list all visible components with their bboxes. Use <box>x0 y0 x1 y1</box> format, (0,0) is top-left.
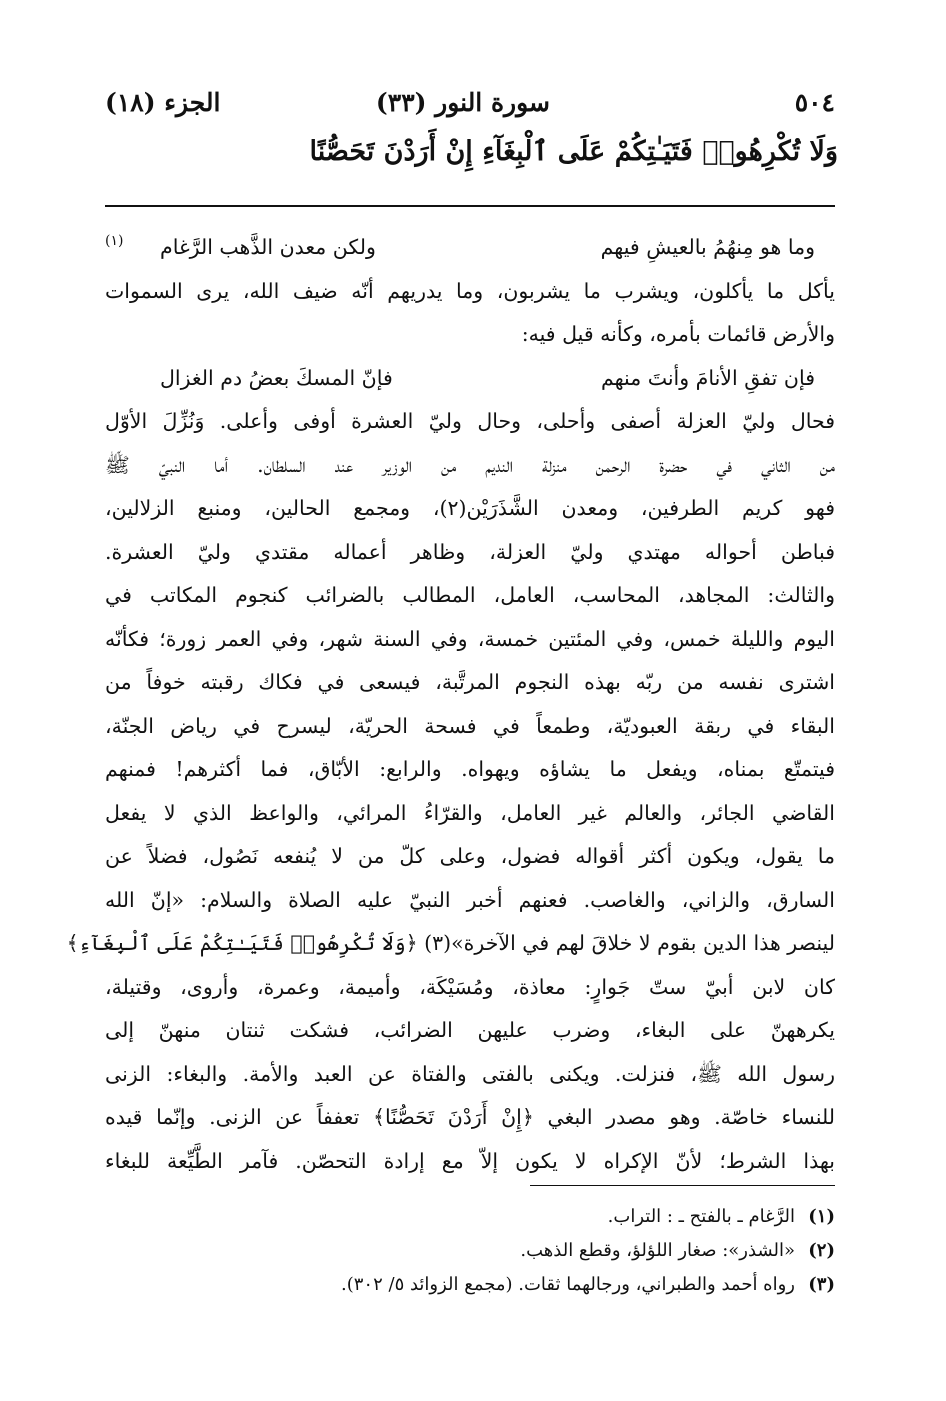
text-line: من الثاني في حضرة الرحمن منزلة النديم من الوزير عند السلطان. أما النبيّ ﷺ <box>105 452 835 477</box>
footnote-number: (٣) <box>808 1274 835 1295</box>
poem-verse-2 <box>105 357 835 401</box>
text-line: البقاء في ربقة العبوديّة، وطمعاً في فسحة الحريّة، ليسرح في رياض الجنّة، <box>105 713 835 738</box>
text-line: فهو كريم الطرفين، ومعدن الشَّذَرَيْن(٢)، ومجمع الحالين، ومنبع الزلالين، <box>105 496 836 520</box>
text-line: اشترى نفسه من ربّه بهذه النجوم المرتَّبة، فيسعى في فكاك رقبته خوفاً من <box>105 670 835 694</box>
text-line: رسول الله ﷺ، فنزلت. ويكنى بالفتى والفتاة عن العبد والأمة. والبغاء: الزنى <box>105 1061 835 1086</box>
verse-heading: وَلَا تُكْرِهُوا۟ فَتَيَـٰتِكُمْ عَلَى ٱلْبِغَآءِ إِنْ أَرَدْنَ تَحَصُّنًا <box>309 136 838 167</box>
text-line: للنساء خاصّة. وهو مصدر البغي ﴿إِنْ أَرَدْنَ تَحَصُّنًا﴾ تعففاً عن الزنى. وإنّما قيده <box>105 1105 835 1129</box>
footnote-marker: (١) <box>105 233 124 249</box>
footnote-number: (١) <box>808 1206 835 1227</box>
text-line: فباطن أحواله مهتدي وليّ العزلة، وظاهر أعماله مقتدي وليّ العشرة. <box>105 539 835 564</box>
poem-verse-1 <box>105 226 835 270</box>
footnote-text: رواه أحمد والطبراني، ورجالهما ثقات. (مجمع الزوائد ٥/ ٣٠٢). <box>341 1274 795 1295</box>
main-text <box>66 226 836 1183</box>
text-line: والأرض قائمات بأمره، وكأنه قيل فيه: <box>521 322 835 346</box>
footnote-item <box>105 1234 835 1268</box>
text-line: يكرههنّ على البغاء، وضرب عليهن الضرائب، فشكت ثنتان منهنّ إلى <box>105 1018 835 1042</box>
footnote-number: (٢) <box>808 1240 835 1261</box>
text-line: لينصر هذا الدين بقوم لا خلاقَ لهم في الآخرة»(٣) ﴿وَلَا تُكْرِهُوا۟ فَتَيَـٰتِكُمْ عَلَى ٱلْبِغَآءِ﴾ <box>66 931 835 955</box>
footnotes <box>105 1200 835 1302</box>
text-line: بهذا الشرط؛ لأنّ الإكراه لا يكون إلاّ مع إرادة التحصّن. فآمر الطَّيِّعة للبغاء <box>105 1148 835 1173</box>
text-line: والثالث: المجاهد، المحاسب، العامل، المطالب بالضرائب كنجوم المكاتب في <box>105 583 835 607</box>
poem-hemistich: فإن تفقِ الأنامَ وأنتَ منهم <box>600 365 815 390</box>
poem-hemistich: فإنّ المسكَ بعضُ دم الغزال <box>160 365 393 390</box>
poem-hemistich: وما هو مِنهُمُ بالعيشِ فيهم <box>600 235 815 259</box>
page-number: ٥٠٤ <box>794 88 835 117</box>
header-rule <box>105 205 835 207</box>
text-line: فحال وليّ العزلة أصفى وأحلى، وحال وليّ العشرة أوفى وأعلى. وَنُزِّلَ الأوّل <box>105 409 835 433</box>
poem-hemistich: ولكن معدن الذَّهب الرَّغام <box>160 235 376 259</box>
footnote-text: «الشذر»: صغار اللؤلؤ، وقطع الذهب. <box>520 1240 795 1261</box>
text-line: ما يقول، ويكون أكثر أقواله فضول، وعلى كلّ من لا يُنفعه نَصُول، فضلاً عن <box>105 844 835 868</box>
page-header <box>105 88 835 128</box>
footnote-rule <box>530 1185 835 1186</box>
footnote-item <box>105 1268 835 1302</box>
footnote-item <box>105 1200 835 1234</box>
text-line: فيتمتّع بمناه، ويفعل ما يشاؤه ويهواه. والرابع: الأبّاق، فما أكثرهم! فمنهم <box>105 757 835 781</box>
text-line: السارق، والزاني، والغاصب. فعنهم أخبر النبيّ عليه الصلاة والسلام: «إنّ الله <box>105 887 835 912</box>
text-line: كان لابن أبيّ ستّ جَوارٍ: معاذة، ومُسَيْكَة، وأميمة، وعمرة، وأروى، وقتيلة، <box>105 974 835 999</box>
footnote-text: الرَّغام ـ بالفتح ـ : التراب. <box>607 1206 795 1227</box>
text-line: القاضي الجائر، والعالم غير العامل، والقرّاءُ المرائي، والواعظ الذي لا يفعل <box>105 800 835 825</box>
text-line: اليوم والليلة خمس، وفي المئتين خمسة، وفي السنة شهر، وفي العمر زورة؛ فكأنّه <box>105 626 835 651</box>
surah-title: سورة النور (٣٣) <box>375 88 550 117</box>
juz-label: الجزء (١٨) <box>105 88 221 117</box>
text-line: يأكل ما يأكلون، ويشرب ما يشربون، وما يدريهم أنّه ضيف الله، يرى السموات <box>105 278 835 303</box>
